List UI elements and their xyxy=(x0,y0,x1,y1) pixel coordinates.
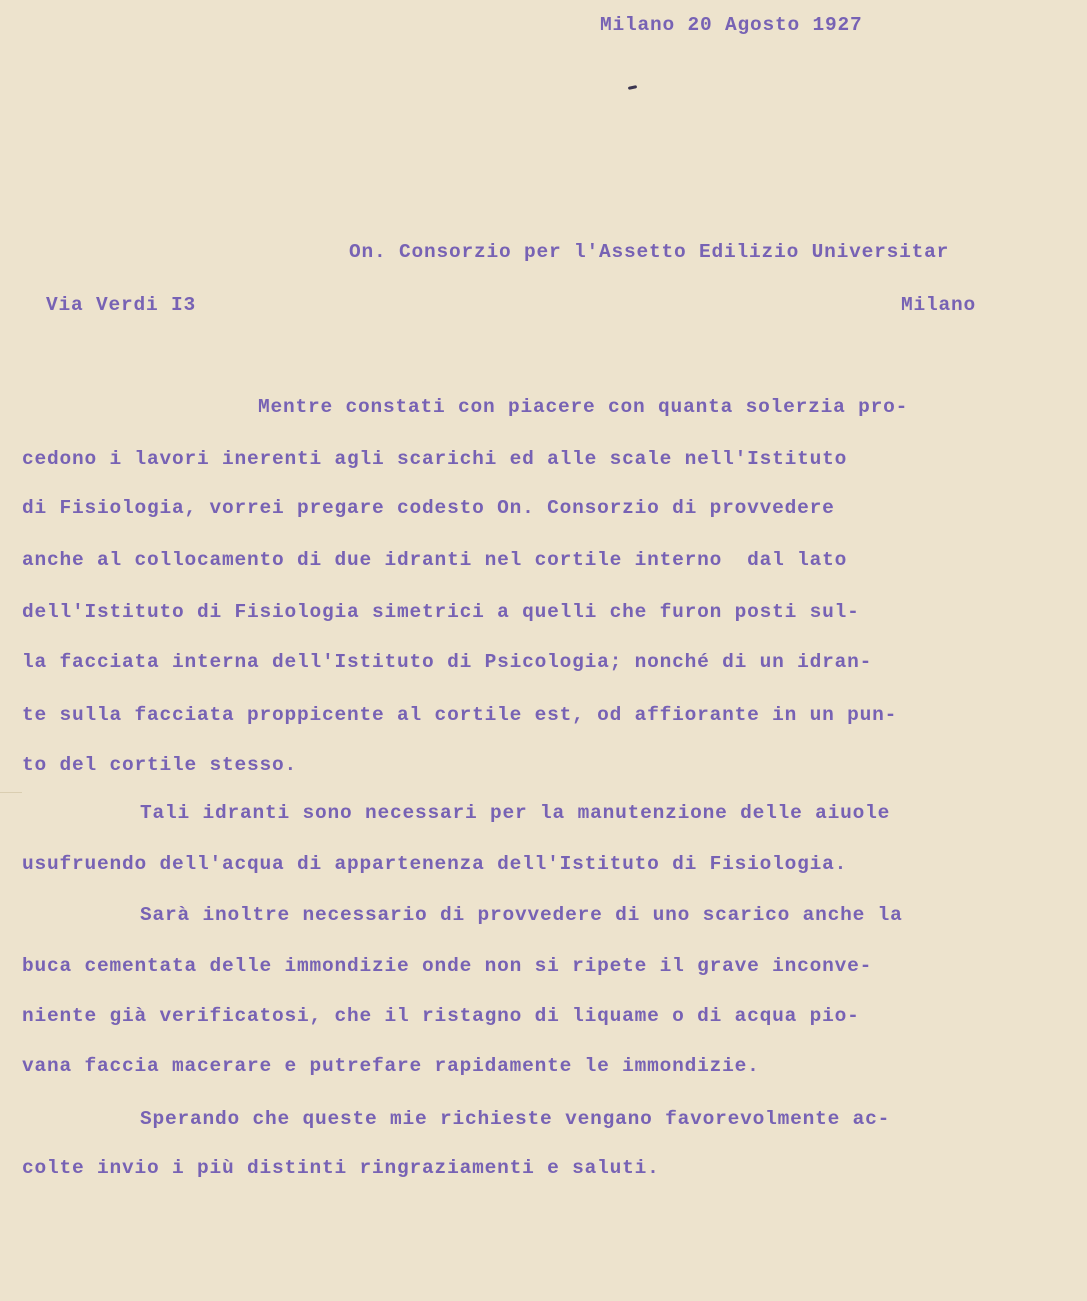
body-line: anche al collocamento di due idranti nel cortile interno dal lato xyxy=(22,549,848,571)
body-line: Sperando che queste mie richieste vengano favorevolmente ac- xyxy=(140,1108,891,1130)
recipient-city: Milano xyxy=(901,294,977,316)
body-line: Sarà inoltre necessario di provvedere di uno scarico anche la xyxy=(140,904,903,926)
letter-date: Milano 20 Agosto 1927 xyxy=(600,14,863,36)
body-line: dell'Istituto di Fisiologia simetrici a quelli che furon posti sul- xyxy=(22,601,860,623)
paper-fold-mark xyxy=(0,792,22,793)
body-line: usufruendo dell'acqua di appartenenza dell'Istituto di Fisiologia. xyxy=(22,853,848,875)
body-line: vana faccia macerare e putrefare rapidamente le immondizie. xyxy=(22,1055,760,1077)
body-line: colte invio i più distinti ringraziamenti e saluti. xyxy=(22,1157,660,1179)
body-line: buca cementata delle immondizie onde non si ripete il grave inconve- xyxy=(22,955,873,977)
body-line: cedono i lavori inerenti agli scarichi ed alle scale nell'Istituto xyxy=(22,448,848,470)
body-line: Tali idranti sono necessari per la manutenzione delle aiuole xyxy=(140,802,891,824)
body-line: te sulla facciata proppicente al cortile est, od affiorante in un pun- xyxy=(22,704,898,726)
recipient-street: Via Verdi I3 xyxy=(46,294,197,316)
ink-speck xyxy=(628,85,637,90)
body-line: niente già verificatosi, che il ristagno di liquame o di acqua pio- xyxy=(22,1005,860,1027)
body-line: to del cortile stesso. xyxy=(22,754,298,776)
body-line: la facciata interna dell'Istituto di Psicologia; nonché di un idran- xyxy=(22,651,873,673)
body-line: di Fisiologia, vorrei pregare codesto On. Consorzio di provvedere xyxy=(22,497,835,519)
body-line: Mentre constati con piacere con quanta solerzia pro- xyxy=(258,396,909,418)
recipient-name: On. Consorzio per l'Assetto Edilizio Universitar xyxy=(349,241,950,263)
